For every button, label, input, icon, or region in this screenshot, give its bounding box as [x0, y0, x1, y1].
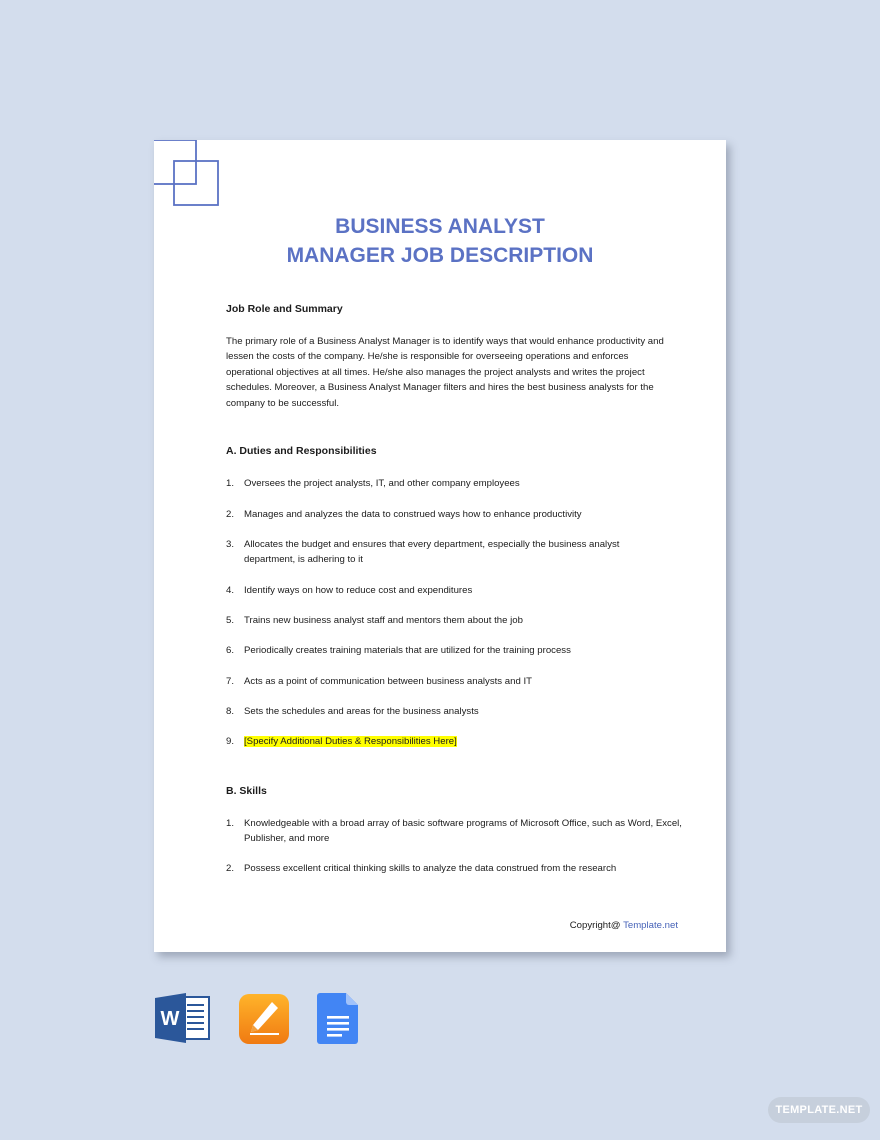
skill-text: Knowledgeable with a broad array of basic software programs of Microsoft Office, such as Word, Excel, Publisher, and more	[244, 818, 682, 844]
title-line-2: MANAGER JOB DESCRIPTION	[286, 244, 594, 267]
duty-number: 2.	[226, 509, 235, 520]
duty-text: Allocates the budget and ensures that every department, especially the business analyst department, is adhering to it	[244, 539, 620, 565]
duty-text: Acts as a point of communication between business analysts and IT	[244, 676, 532, 687]
duty-text: Periodically creates training materials that are utilized for the training process	[244, 645, 571, 656]
duty-text: Sets the schedules and areas for the business analysts	[244, 706, 479, 717]
duty-number: 9.	[226, 736, 235, 747]
word-icon[interactable]	[155, 993, 211, 1045]
duty-placeholder-text	[244, 734, 681, 749]
skill-number: 2.	[226, 863, 235, 874]
duty-text: Manages and analyzes the data to construed ways how to enhance productivity	[244, 509, 582, 520]
skill-text: Possess excellent critical thinking skills to analyze the data construed from the research	[244, 863, 617, 874]
copyright-label: Copyright@	[569, 920, 621, 931]
skills-heading: B. Skills	[226, 785, 267, 797]
duty-number: 5.	[226, 615, 235, 626]
duty-number: 7.	[226, 676, 235, 687]
skill-number: 1.	[226, 818, 235, 829]
copyright-line	[570, 920, 678, 931]
document-page	[154, 140, 726, 952]
duties-heading: A. Duties and Responsibilities	[226, 445, 377, 457]
duty-number: 6.	[226, 645, 235, 656]
summary-paragraph: The primary role of a Business Analyst Manager is to identify ways that would enhance productivity and lessen the costs of the company. He/she is responsible for overseeing operations and enforces operational objectives at all times. He/she also manages the project analysts and writes the project schedules. Moreover, a Business Analyst Manager filters and hires the best business analysts for the company to be successful.	[226, 336, 664, 409]
title-line-1: BUSINESS ANALYST	[335, 215, 545, 238]
duty-text: Oversees the project analysts, IT, and other company employees	[244, 478, 520, 489]
duty-number: 3.	[226, 539, 235, 550]
svg-text:W: W	[160, 1008, 180, 1030]
google-docs-icon[interactable]	[317, 993, 359, 1045]
highlighted-placeholder: [Specify Additional Duties & Responsibilities Here]	[244, 736, 457, 747]
duty-text: Trains new business analyst staff and mentors them about the job	[244, 615, 523, 626]
duty-number: 8.	[226, 706, 235, 717]
summary-heading: Job Role and Summary	[226, 303, 343, 315]
document-title	[154, 212, 726, 270]
duty-text: Identify ways on how to reduce cost and expenditures	[244, 585, 473, 596]
corner-squares-decoration	[154, 140, 224, 210]
copyright-link[interactable]: Template.net	[623, 920, 678, 931]
pages-icon[interactable]	[238, 993, 290, 1045]
duty-number: 1.	[226, 478, 235, 489]
duty-number: 4.	[226, 585, 235, 596]
template-net-watermark: TEMPLATE.NET	[768, 1097, 870, 1123]
